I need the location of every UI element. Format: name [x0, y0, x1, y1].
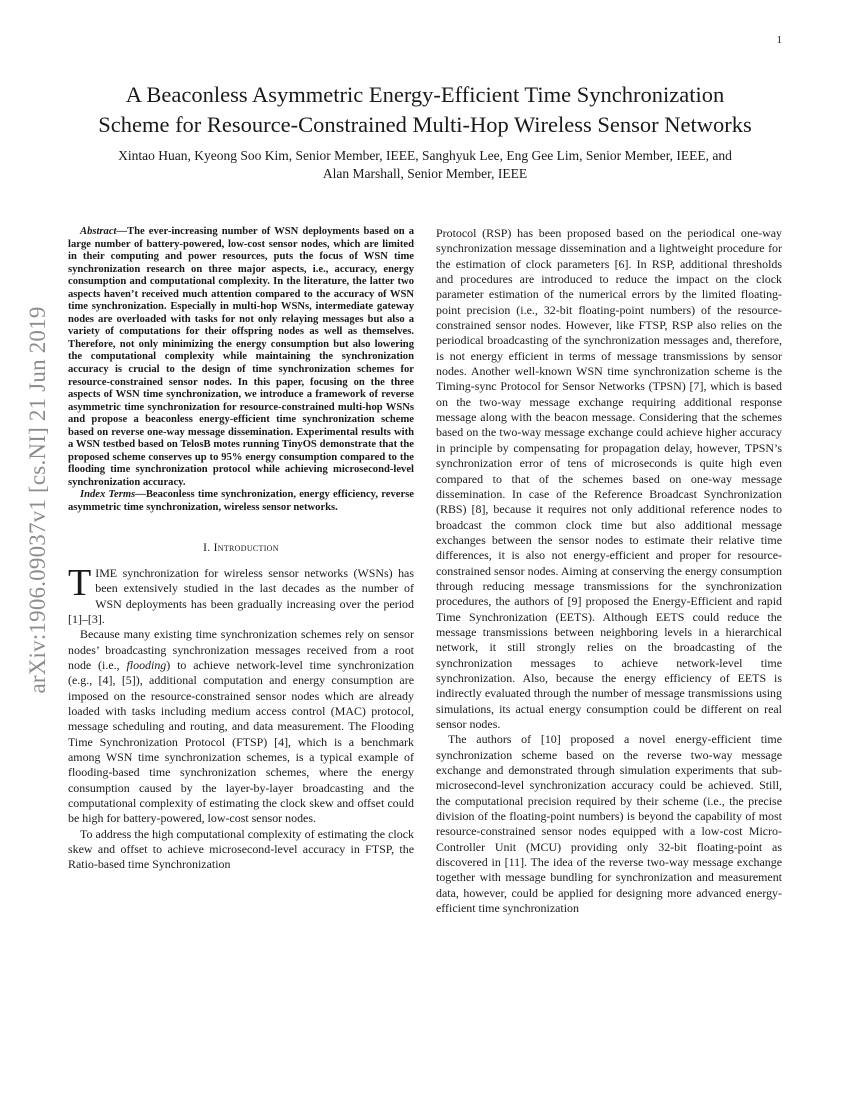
intro-paragraph-1-text: IME synchronization for wireless sensor networks (WSNs) has been extensively studied in the last decades as the number of WSN deployments has been gradually increasing over the period [1]–[3].	[68, 565, 414, 626]
author-line: Alan Marshall, Senior Member, IEEE	[322, 166, 528, 181]
index-terms-text: —Beaconless time synchronization, energy efficiency, reverse asymmetric time synchronization, wireless sensor networks.	[68, 489, 414, 514]
title-line: Scheme for Resource-Constrained Multi-Hop Wireless Sensor Networks	[98, 112, 752, 137]
drop-cap: T	[68, 561, 92, 604]
intro-paragraph-2-emphasis: flooding	[126, 657, 167, 672]
body-paragraph-continued: Protocol (RSP) has been proposed based on the periodical one-way synchronization message dissemination and a lightweight procedure for the estimation of clock parameters [6]. In RSP, additional thresholds and procedures are introduced to reduce the impact on the clock parameter estimation of the numerical errors by the limited floating-point precision (i.e., 32-bit floating-point numbers) of the resource-constrained sensor nodes. However, like FTSP, RSP also relies on the periodical broadcasting of the synchronization messages and, therefore, is not energy efficient in terms of message transmissions by sensor nodes. Another well-known WSN time synchronization scheme is the Timing-sync Protocol for Sensor Networks (TPSN) [7], which is based on the two-way message exchange requiring additional response message along with the beacon message. Considering that the schemes based on the two-way message exchange could achieve higher accuracy in principle by compensating for propagation delay, however, TPSN’s synchronization error of tens of microseconds is quite high even compared to that of the schemes based on one-way message dissemination. In case of the Reference Broadcast Synchronization (RBS) [8], because it requires not only additional reference nodes to broadcast the common clock time but also additional message exchanges between the sensor nodes to estimate their relative time differences, it is also not energy-efficient and proper for resource-constrained sensor nodes. Aiming at conserving the energy consumption through reducing message transmissions for the synchronization procedures, the authors of [9] proposed the Energy-Efficient and rapid Time Synchronization (EETS). Although EETS could reduce the message transmissions between neighboring levels in a hierarchical network, it still strongly relies on the broadcasting of the synchronization messages to achieve network-level time synchronization. Also, because the energy efficiency of EETS is indirectly evaluated through the number of message transmissions using simulations, its actual energy consumption could be different on real sensor nodes.	[436, 226, 782, 731]
body-paragraph: The authors of [10] proposed a novel energy-efficient time synchronization scheme based on the reverse two-way message exchange and demonstrated through simulation experiments that sub-microsecond-level synchronization accuracy could be achieved. Still, the computational precision required by their scheme (i.e., the precise division of the floating-point numbers) is beyond the capability of most resource-constrained sensor nodes equipped with a low-cost Micro-Controller Unit (MCU) providing only 32-bit floating-point as discovered in [11]. The idea of the reverse two-way message exchange together with message bundling for synchronization and measurement data, however, could be applied for designing more advanced energy-efficient time synchronization	[436, 732, 782, 916]
abstract	[68, 226, 414, 489]
right-column	[436, 226, 782, 916]
abstract-label: Abstract	[80, 226, 117, 237]
intro-paragraph-1	[68, 561, 414, 627]
left-column	[68, 226, 414, 873]
paper-title	[60, 80, 790, 140]
author-list	[60, 147, 790, 183]
intro-paragraph-3: To address the high computational complexity of estimating the clock skew and offset to achieve microsecond-level accuracy in FTSP, the Ratio-based time Synchronization	[68, 826, 414, 872]
author-line: Xintao Huan, Kyeong Soo Kim, Senior Member, IEEE, Sanghyuk Lee, Eng Gee Lim, Senior Member, IEEE, and	[118, 148, 732, 163]
index-terms-label: Index Terms	[80, 489, 136, 501]
index-terms	[68, 489, 414, 514]
title-line: A Beaconless Asymmetric Energy-Efficient Time Synchronization	[125, 82, 725, 107]
arxiv-identifier: arXiv:1906.09037v1 [cs.NI] 21 Jun 2019	[25, 306, 50, 694]
intro-paragraph-2	[68, 627, 414, 826]
intro-paragraph-2-b: ) to achieve network-level time synchronization (e.g., [4], [5]), additional computation and energy consumption are imposed on the resource-constrained sensor nodes which are already loaded with tasks including medium access control (MAC) protocol, message scheduling and routing, and data measurement. The Flooding Time Synchronization Protocol (FTSP) [4], which is a benchmark among WSN time synchronization schemes, is a typical example of flooding-based time synchronization schemes, where the energy consumption caused by the layer-by-layer broadcasting and the computational complexity of estimating the clock skew and offset could be high for battery-powered, low-cost sensor nodes.	[68, 657, 415, 826]
intro-paragraph-2-a: Because many existing time synchronization schemes rely on sensor nodes’ broadcasting synchronization messages received from a root node (i.e.,	[68, 627, 414, 672]
abstract-text: —The ever-increasing number of WSN deployments based on a large number of battery-powered, low-cost sensor nodes, which are limited in their computing and power resources, puts the focus of WSN time synchronization research on three major aspects, i.e., accuracy, energy consumption and computational complexity. In the literature, the latter two aspects haven’t received much attention compared to the accuracy of WSN time synchronization. Especially in multi-hop WSNs, intermediate gateway nodes are overloaded with tasks for not only relaying messages but also a variety of computations for their offspring nodes as well as themselves. Therefore, not only minimizing the energy consumption but also lowering the computational complexity while maintaining the synchronization accuracy is crucial to the design of time synchronization schemes for resource-constrained sensor nodes. In this paper, focusing on the three aspects of WSN time synchronization, we introduce a framework of reverse asymmetric time synchronization for resource-constrained multi-hop WSNs and propose a beaconless energy-efficient time synchronization scheme based on reverse one-way message dissemination. Experimental results with a WSN testbed based on TelosB motes running TinyOS demonstrate that the proposed scheme conserves up to 95% energy consumption compared to the flooding time synchronization protocol while achieving microsecond-level synchronization accuracy.	[68, 226, 414, 488]
arxiv-side-stamp	[8, 306, 68, 694]
section-heading-introduction: I. Introduction	[203, 541, 279, 554]
page-number: 1	[776, 34, 782, 46]
